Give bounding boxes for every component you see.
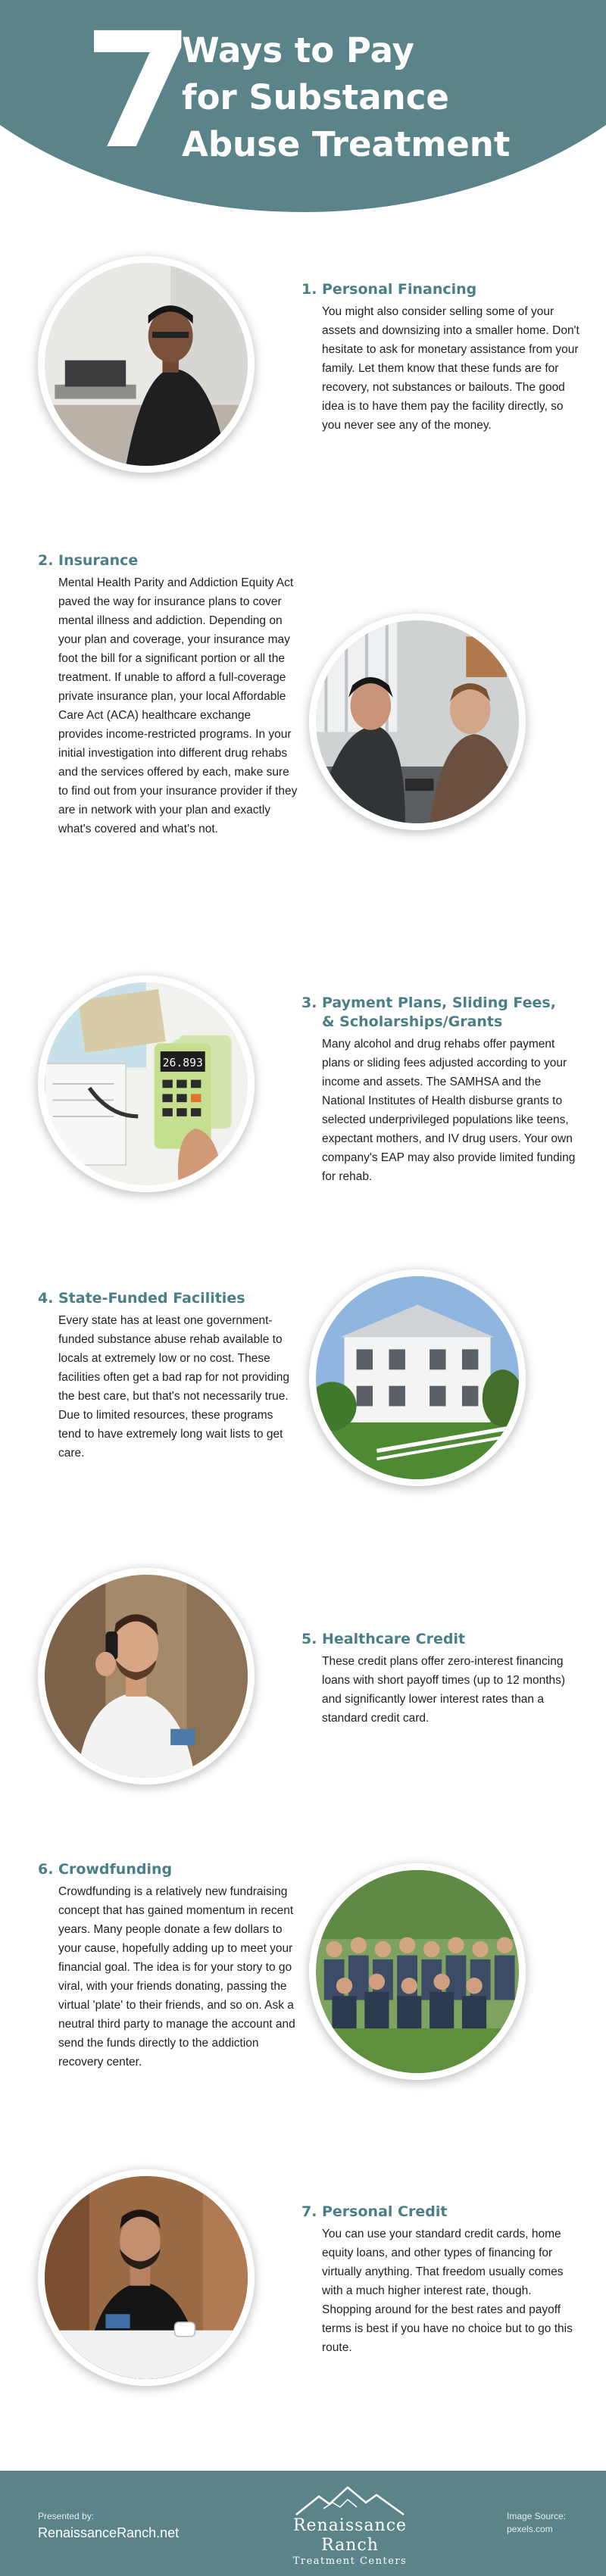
header-title-line-1: Ways to Pay [182,30,414,70]
header-title-line-3: Abuse Treatment [182,124,511,164]
section-title: 3. Payment Plans, Sliding Fees, & Scholarships/Grants [301,994,556,1030]
presented-by-link[interactable]: RenaissanceRanch.net [38,2525,180,2540]
section-healthcare-credit [301,1630,583,1728]
section-body: These credit plans offer zero-interest financing loans with short payoff times (up to 12 months) and significantly lower interest rates than a standard credit card. [322,1655,566,1725]
section-title-text: State-Funded Facilities [58,1290,245,1307]
photo-man-with-card [38,2169,255,2386]
section-title: 2. Insurance [38,552,139,569]
photo-man-at-laptop [38,256,255,473]
presented-by-label: Presented by: [38,2511,95,2521]
section-title-text-line-1: Payment Plans, Sliding Fees, [322,994,556,1011]
mountain-logo-icon [293,2486,407,2516]
photo-counseling-meeting [309,614,526,830]
image-source-label: Image Source: [507,2511,567,2521]
section-title: 5. Healthcare Credit [301,1631,466,1647]
photo-group [309,1863,526,2080]
section-body: Many alcohol and drug rehabs offer payment plans or sliding fees adjusted according to your income and assets. The SAMHSA and the National Institutes of Health disburse grants to selected underprivileged populations like teens, expectant mothers, and IV drug users. Your own company's EAP may also provide limited funding for rehab. [322,1038,576,1183]
logo-subtitle: Treatment Centers [292,2556,408,2567]
section-title-text-line-2: & Scholarships/Grants [322,1013,503,1030]
section-title-text: Crowdfunding [58,1861,173,1878]
image-source-link[interactable]: pexels.com [507,2524,553,2534]
section-payment-plans [301,994,583,1186]
photo-rehab-facility [309,1269,526,1486]
section-title-text: Insurance [58,552,139,569]
logo-name: Renaissance Ranch [292,2516,408,2555]
section-body: Mental Health Parity and Addiction Equity Act paved the way for insurance plans to cover mental illness and addiction. Depending on your plan and coverage, your insurance may foot the bill for a significant portion or all the treatment. If unable to afford a full-coverage private insurance plan, your local Affordable Care Act (ACA) healthcare exchange provides income-restricted programs. In your initial investigation into different drug rehabs and the services offered by each, make sure to find out from your insurance provider if they are in network with your plan and exactly what's covered and what's not. [58,576,298,835]
section-insurance [38,551,298,838]
section-body: You might also consider selling some of your assets and downsizing into a smaller home. Don't hesitate to ask for monetary assistance from your family. Let them know that these funds are for recovery, not substances or bailouts. The good idea is to have them pay the facility directly, so you never see any of the money. [322,305,579,432]
section-personal-credit [301,2203,583,2357]
section-title: 4. State-Funded Facilities [38,1290,245,1307]
header-title-line-2: for Substance [182,77,449,117]
section-title: 7. Personal Credit [301,2203,448,2220]
calculator-display: 26.893 [162,1057,203,1070]
section-personal-financing [301,280,582,435]
section-body: Crowdfunding is a relatively new fundraising concept that has gained momentum in recent years. Many people donate a few dollars to your cause, hopefully adding up to meet your financial goal. The idea is for your story to go viral, with your friends donating, passing the virtual 'plate' to their friends, and so on. Ask a neutral third party to manage the account and send the funds directly to the addiction recovery center. [58,1885,295,2069]
section-title-text: Personal Credit [322,2203,448,2220]
photo-calculator-bills [38,976,255,1192]
section-body: Every state has at least one government-funded substance abuse rehab available to locals at extremely low or no cost. These facilities often get a bad rap for not providing the best care, but that's not necessarily true. Due to limited resources, these programs tend to have extremely long wait lists to get care. [58,1314,290,1460]
section-state-funded [38,1289,298,1463]
header-banner [0,0,606,216]
section-title-text: Personal Financing [322,281,477,298]
section-title-text: Healthcare Credit [322,1631,466,1647]
renaissance-ranch-logo [267,2486,433,2565]
header-number: 7 [83,0,195,184]
section-title: 6. Crowdfunding [38,1861,173,1878]
section-body: You can use your standard credit cards, home equity loans, and other types of financing for virtually anything. That freedom usually comes with a much higher interest rate, though. Shopping around for the best rates and payoff terms is best if you have no choice but to go this route. [322,2228,573,2354]
footer [0,2471,606,2576]
photo-man-on-phone [38,1568,255,1784]
section-crowdfunding [38,1860,300,2072]
section-title: 1. Personal Financing [301,281,477,298]
